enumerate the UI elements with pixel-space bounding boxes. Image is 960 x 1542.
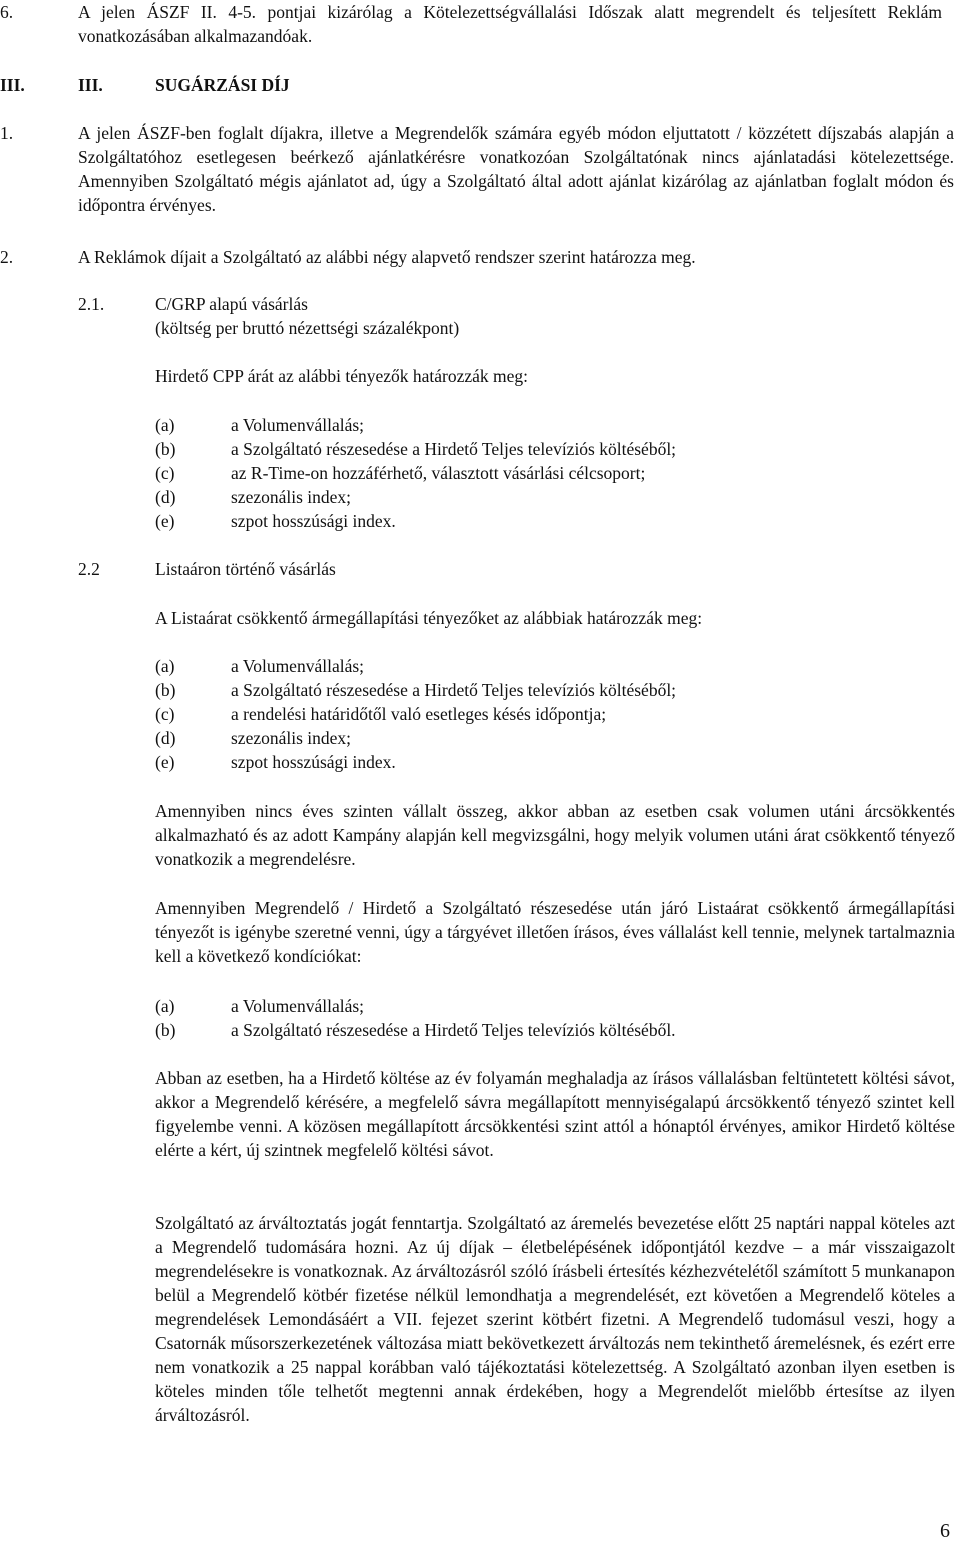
section-number-repeat: III.	[78, 75, 103, 95]
subsection-2-2-title: Listaáron történő vásárlás	[155, 559, 336, 579]
list-item-letter: (d)	[155, 728, 176, 748]
subsection-2-1-number: 2.1.	[78, 294, 105, 314]
list-item	[0, 509, 960, 533]
paragraph-price-change: Szolgáltató az árváltoztatás jogát fenntartja. Szolgáltató az áremelés bevezetése előtt 25 naptári nappal köteles azt a Megrendelő tudomására hozni. Az új díjak – életbelépésének időpontjától kezdve – a már visszaigazolt megrendelésekre is vonatkoznak. Az árváltozásról szóló írásbeli értesítés kézhezvételétől számított 5 munkanapon belül a Megrendelő kötbér fizetése nélkül lemondhatja a megrendelését, ezt követően a Megrendelő köteles a megrendelések Lemondásáért a VII. fejezet szerint kötbért fizetni. A Megrendelő tudomásul veszi, hogy a Csatornák műsorszerkezetének változása miatt bekövetkezett árváltozás nem tekinthető áremelésnek, és ezért erre nem vonatkozik a 25 nappal korábban való tájékoztatási kötelezettség. A Szolgáltató azonban ilyen esetben is köteles minden tőle telhetőt megtenni annak érdekében, hogy a Megrendelőt mielőbb értesítse az ilyen árváltozásról.	[155, 1213, 955, 1425]
list-item	[0, 726, 960, 750]
page-number: 6	[940, 1520, 950, 1542]
list-item	[0, 1018, 960, 1042]
subsection-2-2-number: 2.2	[78, 559, 100, 579]
section-number: III.	[0, 75, 25, 95]
list-item-letter: (a)	[155, 415, 175, 435]
list-item	[0, 702, 960, 726]
list-item-text: a Szolgáltató részesedése a Hirdető Teljes televíziós költéséből;	[231, 439, 677, 459]
subsection-2-1-title: C/GRP alapú vásárlás	[155, 294, 308, 314]
list-item-letter: (b)	[155, 1020, 176, 1040]
point-6-number: 6.	[0, 2, 14, 22]
list-item-text: a rendelési határidőtől való esetleges késés időpontja;	[231, 704, 607, 724]
list-item-text: szpot hosszúsági index.	[231, 511, 396, 531]
list-item	[0, 461, 960, 485]
paragraph-annual-commitment: Amennyiben Megrendelő / Hirdető a Szolgáltató részesedése után járó Listaárat csökkentő ármegállapítási tényezőt is igénybe szeretné venni, úgy a tárgyévet illetően írásos, éves vállalást kell tennie, melynek tartalmaznia kell a következő kondíciókat:	[155, 898, 955, 966]
paragraph-no-annual-commitment: Amennyiben nincs éves szinten vállalt összeg, akkor abban az esetben csak volumen utáni árcsökkentés alkalmazható és az adott Kampány alapján kell megvizsgálni, hogy melyik volumen utáni árat csökkentő tényező vonatkozik a megrendelésre.	[155, 801, 955, 869]
point-6-text: A jelen ÁSZF II. 4-5. pontjai kizárólag a Kötelezettségvállalási Időszak alatt megrendelt és teljesített Reklám vonatkozásában alkalmazandóak.	[78, 2, 942, 46]
list-item-text: a Volumenvállalás;	[231, 996, 365, 1016]
list-item-letter: (c)	[155, 704, 175, 724]
list-item-text: szpot hosszúsági index.	[231, 752, 396, 772]
list-item-text: szezonális index;	[231, 487, 352, 507]
point-1-text: A jelen ÁSZF-ben foglalt díjakra, illetve a Megrendelők számára egyéb módon eljuttatott / közzétett díjszabás alapján a Szolgáltatóhoz esetlegesen beérkező ajánlatkérésre vonatkozóan Szolgáltatónak nincs ajánlatadási kötelezettsége. Amennyiben Szolgáltató mégis ajánlatot ad, úgy a Szolgáltató által adott ajánlat kizárólag az ajánlatban foglalt módon és időpontra érvényes.	[78, 123, 954, 215]
section-title: SUGÁRZÁSI DÍJ	[155, 75, 290, 95]
paragraph-spend-exceeds: Abban az esetben, ha a Hirdető költése az év folyamán meghaladja az írásos vállalásban feltüntetett költési sávot, akkor a Megrendelő kérésére, a megfelelő sávra megállapított mennyiségalapú árcsökkentő tényező szintet kell figyelembe venni. A közösen megállapított árcsökkentési szint attól a hónaptól érvényes, amikor Hirdető költése elérte a kért, új szintnek megfelelő költési sávot.	[155, 1068, 955, 1160]
list-item-letter: (b)	[155, 680, 176, 700]
list-item-letter: (e)	[155, 752, 175, 772]
list-item-text: szezonális index;	[231, 728, 352, 748]
list-item-letter: (b)	[155, 439, 176, 459]
point-1-number: 1.	[0, 123, 14, 143]
list-item-letter: (a)	[155, 656, 175, 676]
list-item	[0, 485, 960, 509]
list-item	[0, 413, 960, 437]
list-item	[0, 750, 960, 774]
list-item-letter: (d)	[155, 487, 176, 507]
subsection-2-1-intro: Hirdető CPP árát az alábbi tényezők határozzák meg:	[155, 366, 529, 386]
list-item-text: az R-Time-on hozzáférhető, választott vásárlási célcsoport;	[231, 463, 646, 483]
list-item-text: a Szolgáltató részesedése a Hirdető Teljes televíziós költéséből;	[231, 680, 677, 700]
subsection-2-1-subtitle: (költség per bruttó nézettségi százalékpont)	[155, 318, 460, 338]
list-item-text: a Volumenvállalás;	[231, 656, 365, 676]
list-item	[0, 654, 960, 678]
list-item	[0, 678, 960, 702]
list-item-letter: (e)	[155, 511, 175, 531]
list-item	[0, 994, 960, 1018]
list-item	[0, 437, 960, 461]
list-item-letter: (c)	[155, 463, 175, 483]
point-2-text: A Reklámok díjait a Szolgáltató az alábbi négy alapvető rendszer szerint határozza meg.	[78, 247, 696, 267]
list-item-text: a Volumenvállalás;	[231, 415, 365, 435]
subsection-2-2-intro: A Listaárat csökkentő ármegállapítási tényezőket az alábbiak határozzák meg:	[155, 608, 703, 628]
list-item-letter: (a)	[155, 996, 175, 1016]
list-item-text: a Szolgáltató részesedése a Hirdető Teljes televíziós költéséből.	[231, 1020, 676, 1040]
point-2-number: 2.	[0, 247, 14, 267]
